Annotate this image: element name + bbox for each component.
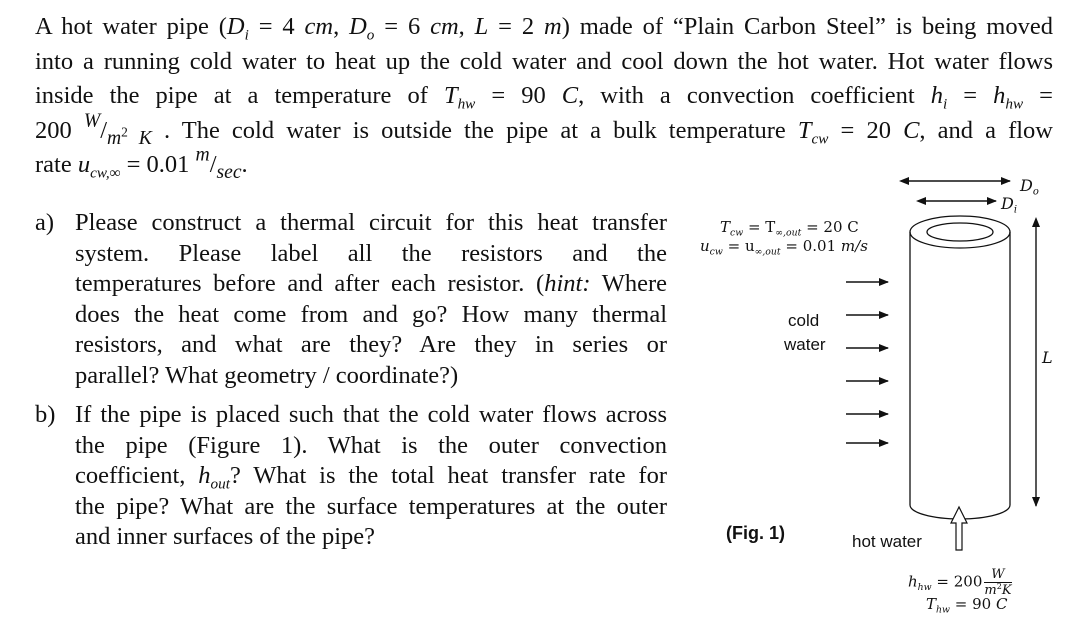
cold-water-label: cold [788,311,820,330]
figure-caption: (Fig. 1) [726,523,785,543]
intro-line-3: inside the pipe at a temperature of $T_{hw} = 90$ C, with a convection coefficient $h_i = h_{hw}$ = [35,82,1053,113]
di-label: $D_i$ [1001,194,1017,216]
pipe-body [910,232,1010,519]
problem-statement [35,10,1053,183]
intro-line-2: into a running cold water to heat up the cold water and cool down the hot water. Hot water flows [35,47,1053,75]
pipe-outer-rim [910,216,1010,248]
hot-water-inlet-arrow [951,507,967,550]
hhw-condition: $h_{hw} = 200$ $\frac{W}{m^2K}$ [908,567,1012,598]
question-b [35,400,667,553]
thw-condition: $T_{hw} = 90$ C [926,595,1008,616]
cold-water-label-2: water [784,335,826,354]
do-label: $D_o$ [1020,176,1039,198]
intro-line-4: 200 $^W/_{m2}$ $_K$ . The cold water is outside the pipe at a bulk temperature $T_{cw} = 20$ C, and a flow [35,109,1054,149]
tcw-condition: $T_{cw} = T_{\infty,out} = 20$ C [720,218,859,239]
hot-water-label: hot water [852,532,922,551]
question-b-body: If the pipe is placed such that the cold water flows across the pipe (Figure 1). What is the outer convection coefficient, $h_{out}$? What is the total heat transfer rate for the pipe? What are the surface temperatures at the outer and inner surfaces of the pipe? [75,401,667,550]
question-a-body: Please construct a thermal circuit for this heat transfer system. Please label all the resistors and the temperatures before and after each resistor. (hint: Where does the heat come from and go? How many thermal resistors, and what are they? Are they in series or parallel? What geometry / coordinate?) [75,209,667,389]
pipe-inner-rim [927,223,993,241]
question-a-tag: a) [35,209,55,236]
figure-1 [690,170,1078,639]
length-label: L [1042,348,1053,367]
intro-line-5: rate $u_{cw,\infty} = 0.01$ $^m/_{sec}$. [35,144,248,183]
intro-line-1: A hot water pipe ($D_i = 4$ cm, $D_o = 6$ cm, L = 2 m) made of “Plain Carbon Steel” is being moved [35,13,1053,44]
question-b-tag: b) [35,401,56,428]
ucw-condition: $u_{cw} = u_{\infty,out} = 0.01$ m/s [700,237,868,258]
question-a [35,208,667,391]
